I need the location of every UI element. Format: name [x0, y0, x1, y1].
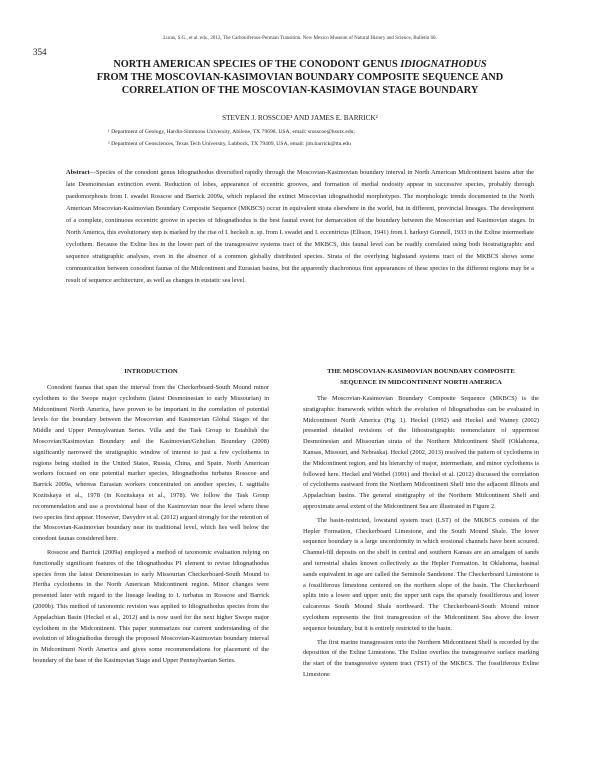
title-genus: IDIOGNATHODUS [400, 59, 487, 70]
sequence-heading-line-2: SEQUENCE IN MIDCONTINENT NORTH AMERICA [340, 379, 502, 386]
sequence-paragraph-1: The Moscovian-Kasimovian Boundary Composite Sequence (MKBCS) is the stratigraphic framework within which the evolution of Idiognathodus can be evaluated in Midcontinent North America (Fig. 1). Heckel (1992) and Heckel and Watney (2002) presented detailed revisions of the lithostratigraphic nomenclature of uppermost Desmoinesian and Missourian strata of the Northern Midcontinent Shelf (Oklahoma, Kansas, Missouri, and Nebraska). Heckel (2002, 2013) resolved the pattern of cyclothems in the Midcontinent region, and his hierarchy of major, intermediate, and minor cyclothems is followed here. Heckel and Weibel (1991) and Heckel et al. (2012) discussed the correlation of cyclothems eastward from the Northern Midcontinent Shelf into the adjacent Illinois and Appalachian basins. The general stratigraphy of the Northern Midcontinent Shelf and approximate areal extent of the Midcontinent Sea are illustrated in Figure 2. [303, 395, 539, 510]
paper-title [40, 58, 560, 97]
author-line: STEVEN J. ROSSCOE¹ AND JAMES E. BARRICK² [222, 114, 378, 122]
sequence-paragraph-3: The first marine transgression onto the Northern Midcontinent Shelf is recorded by the deposition of the Exline Limestone. The Exline overlies the transgressive surface marking the start of the transgressive system tract (TST) of the MKBCS. The fossiliferous Exline Limestone [303, 638, 539, 678]
title-line-3: CORRELATION OF THE MOSCOVIAN-KASIMOVIAN STAGE BOUNDARY [121, 85, 479, 96]
sequence-paragraph-2: The basin-restricted, lowstand system tract (LST) of the MKBCS consists of the Hepler Formation, Checkerboard Limestone, and the South Mound Shale. The lower sequence boundary is a large unconformity in which erosional channels have been scoured. Channel-fill deposits on the shelf in central and southern Kansas are an amalgam of sands and terrestrial shales known collectively as the Hepler Formation. In Oklahoma, basinal sands equivalent in age are called the Seminole Sandstone. The Checkerboard Limestone is a fossiliferous limestone centered on the northern slope of the basin. The Checkerboard splits into a lower and upper unit; the upper unit caps the sparsely fossiliferous and lower calcareous South Mound Shale northward. The Checkerboard-South Mound minor cyclothem represents the first transgression of the Midcontinent Sea above the lower sequence boundary, but it is entirely restricted to the basin. [303, 516, 539, 632]
right-column [303, 366, 539, 684]
abstract-label: Abstract [66, 169, 90, 176]
title-line-1: NORTH AMERICAN SPECIES OF THE CONODONT GENUS [113, 59, 401, 70]
affiliation-1: ¹ Department of Geology, Hardin-Simmons University, Abilene, TX 79698, USA, email: srosscoe@hsutx.edu; [108, 129, 355, 135]
affiliation-2: ² Department of Geosciences, Texas Tech University, Lubbock, TX 79409, USA, email: jim.barrick@ttu.edu [108, 141, 351, 147]
intro-paragraph-2: Rosscoe and Barrick (2009a) employed a method of taxonomic evaluation relying on functionally significant features of the Idiognathodus P1 element to revise Idiognathodus species from the latest Desmoinesian to early Missourian Checkerboard-South Mound to Hertha cyclothems in the North American Midcontinent region. Minor changes were presented later with regard to the lineage leading to I. turbatus in Rosscoe and Barrick (2009b). This method of taxonomic revision was applied to Idiognathodus species from the Appalachian Basin (Heckel et al., 2012) and is now used for the next higher Swope major cyclothem in the Midcontinent. This paper summarizes our current understanding of the evolution of Idiognathodus through the proposed Moscovian-Kasimovian boundary interval in Midcontinent North America and gives some recommendations for placement of the boundary of the base of the Kasimovian Stage and Upper Pennsylvanian Series. [33, 548, 269, 664]
left-column [33, 366, 269, 670]
running-head: Lucas, S.G., et al. eds., 2013, The Carboniferous-Permian Transition. New Mexico Museum of Natural History and Science, Bulletin 60. [163, 36, 437, 41]
intro-paragraph-1: Conodont faunas that span the interval from the Checkerboard-South Mound minor cyclothem to the Swope major cyclothem (latest Desmoinesian to early Missourian) in Midcontinent North America, have proven to be important in the correlation of potential levels for the boundary between the Moscovian and Kasimovian Global Stages of the Middle and Upper Pennsylvanian Series. Villa and the Task Group to Establish the Moscovian/Kasimovian Boundary and the Kasimovian/Gzhelian Boundary (2008) significantly narrowed the stratigraphic window of interest to just a few cyclothems in regions being studied in the United States, Russia, China, and Spain. North American workers focused on one potential marker species, Idiognathodus turbatus Rosscoe and Barrick 2009a, whereas Eurasian workers concentrated on another species, I. sagittalis Kozitskaya et al., 1978 (in Kozitskaya et al., 1978). We follow the Task Group recommendation and use a provisional base of the Kasimovian near the level where these two species first appear. However, Davydov et al. (2012) argued strongly for the retention of the Moscovian-Kasimovian boundary near its traditional level, which lies well below the conodont faunas considered here. [33, 384, 269, 543]
sequence-heading [303, 366, 539, 388]
page-number: 354 [33, 47, 47, 57]
title-line-2: FROM THE MOSCOVIAN-KASIMOVIAN BOUNDARY COMPOSITE SEQUENCE AND [96, 72, 504, 83]
abstract-text: —Species of the conodont genus Idiognathodus diversified rapidly through the Moscovian-Kasimovian boundary interval in North American Midcontinent basins after the late Desmoinesian extinction event. Reduction of lobes, appearance of eccentric grooves, and formation of medial nodosity appear in successive species, probably through paedomorphosis from I. swadei Rosscoe and Barrick 2009a, which replaced the extinct Moscovian idiognathodid morphotypes. The morphologic trends documented in the North American Moscovian-Kasimovian Boundary Composite Sequence (MKBCS) occur in equivalent strata elsewhere in the world, but in different, provincial lineages. The development of a complete, continuous eccentric groove in species of Idiognathodus is the best faunal event for demarcation of the boundary between the Moscovian and Kasimovian stages. In North America, this evolutionary step is marked by the rise of I. heckeli n. sp. from I. swadei and I. eccentricus (Ellison, 1941) from I. harkeyi Gunnell, 1933 in the Exline intermediate cyclothem. Because the Exline lies in the lower part of the transgressive systems tract of the MKBCS, this faunal level can be readily correlated using both biostratigraphic and sequence stratigraphic analyses, even in the absence of a common globally distributed species. Strata of the overlying highstand systems tract of the MKBCS shows some communication between conodont faunas of the Midcontinent and Eurasian basins, but the apparently diachronous first appearances of these species in the different regions may be a result of sequence architecture, as well as changes in eustatic sea level. [66, 169, 534, 284]
abstract [66, 167, 534, 287]
introduction-heading: INTRODUCTION [124, 368, 178, 375]
sequence-heading-line-1: THE MOSCOVIAN-KASIMOVIAN BOUNDARY COMPOSITE [327, 368, 515, 375]
